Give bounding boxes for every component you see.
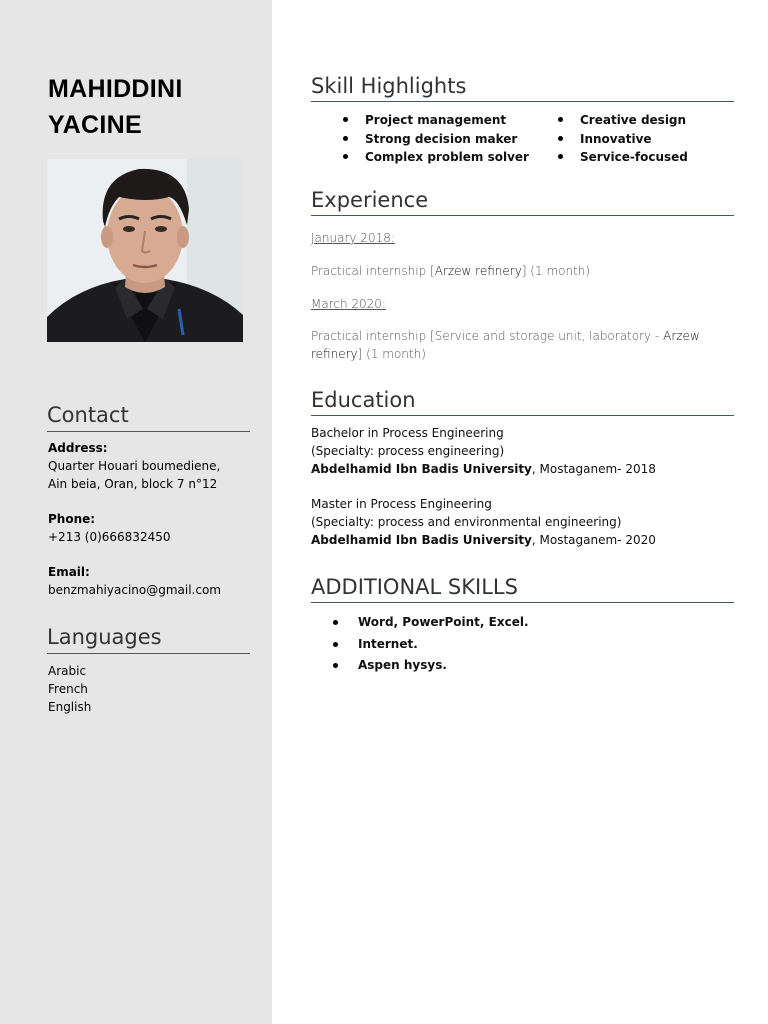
- experience-description: [311, 262, 731, 280]
- education-heading: Education: [311, 387, 734, 416]
- specialty: (Specialty: process and environmental engineering): [311, 515, 622, 529]
- address-line1: Quarter Houari boumediene,: [48, 459, 221, 473]
- email-label: Email:: [48, 565, 90, 579]
- address-line2: Ain beia, Oran, block 7 n°12: [48, 477, 218, 491]
- university-location: , Mostaganem- 2018: [531, 462, 656, 476]
- experience-duration: ] (1 month): [357, 347, 426, 361]
- candidate-name: [48, 71, 258, 143]
- university: Abdelhamid Ibn Badis University: [311, 462, 532, 476]
- language-item: English: [48, 700, 92, 714]
- experience-description: [311, 327, 731, 363]
- university-line: [311, 531, 731, 549]
- languages-heading: Languages: [47, 624, 250, 654]
- first-name: MAHIDDINI: [48, 75, 183, 103]
- experience-heading: Experience: [311, 187, 734, 216]
- experience-date: March 2020:: [311, 297, 386, 311]
- degree: Master in Process Engineering: [311, 497, 492, 511]
- skill-item: Innovative: [558, 130, 688, 149]
- degree: Bachelor in Process Engineering: [311, 426, 504, 440]
- university-line: [311, 460, 731, 478]
- skills-list-right: [558, 111, 688, 167]
- additional-skill-item: Word, PowerPoint, Excel.: [333, 612, 529, 634]
- contact-heading: Contact: [47, 402, 250, 432]
- experience-date: January 2018:: [311, 231, 395, 245]
- specialty: (Specialty: process engineering): [311, 444, 505, 458]
- phone-label: Phone:: [48, 512, 96, 526]
- experience-text: Practical internship [: [311, 264, 435, 278]
- university: Abdelhamid Ibn Badis University: [311, 533, 532, 547]
- experience-org: Arzew refinery: [311, 329, 700, 361]
- phone-value: +213 (0)666832450: [48, 530, 171, 544]
- language-item: French: [48, 682, 88, 696]
- languages-list: [48, 662, 263, 716]
- education-entry: [311, 495, 731, 549]
- skill-item: Creative design: [558, 111, 688, 130]
- experience-org: Arzew refinery: [434, 264, 522, 278]
- additional-skills-heading: ADDITIONAL SKILLS: [311, 574, 734, 603]
- additional-skill-item: Internet.: [333, 634, 529, 656]
- portrait-image: [47, 159, 243, 342]
- language-item: Arabic: [48, 664, 87, 678]
- education-entry: [311, 424, 731, 478]
- skill-item: Project management: [343, 111, 529, 130]
- skills-heading: Skill Highlights: [311, 73, 734, 102]
- experience-duration: ] (1 month): [521, 264, 591, 278]
- email-value: benzmahiyacino@gmail.com: [48, 583, 221, 597]
- additional-skills-list: [333, 612, 529, 677]
- experience-text: Practical internship [Service and storage unit, laboratory -: [311, 329, 664, 343]
- contact-details: [48, 439, 263, 599]
- university-location: , Mostaganem- 2020: [531, 533, 656, 547]
- skill-item: Service-focused: [558, 148, 688, 167]
- skills-list-left: [343, 111, 529, 167]
- address-label: Address:: [48, 441, 108, 455]
- additional-skill-item: Aspen hysys.: [333, 655, 529, 677]
- skill-item: Complex problem solver: [343, 148, 529, 167]
- skill-item: Strong decision maker: [343, 130, 529, 149]
- profile-photo: [47, 159, 243, 342]
- last-name: YACINE: [48, 111, 142, 139]
